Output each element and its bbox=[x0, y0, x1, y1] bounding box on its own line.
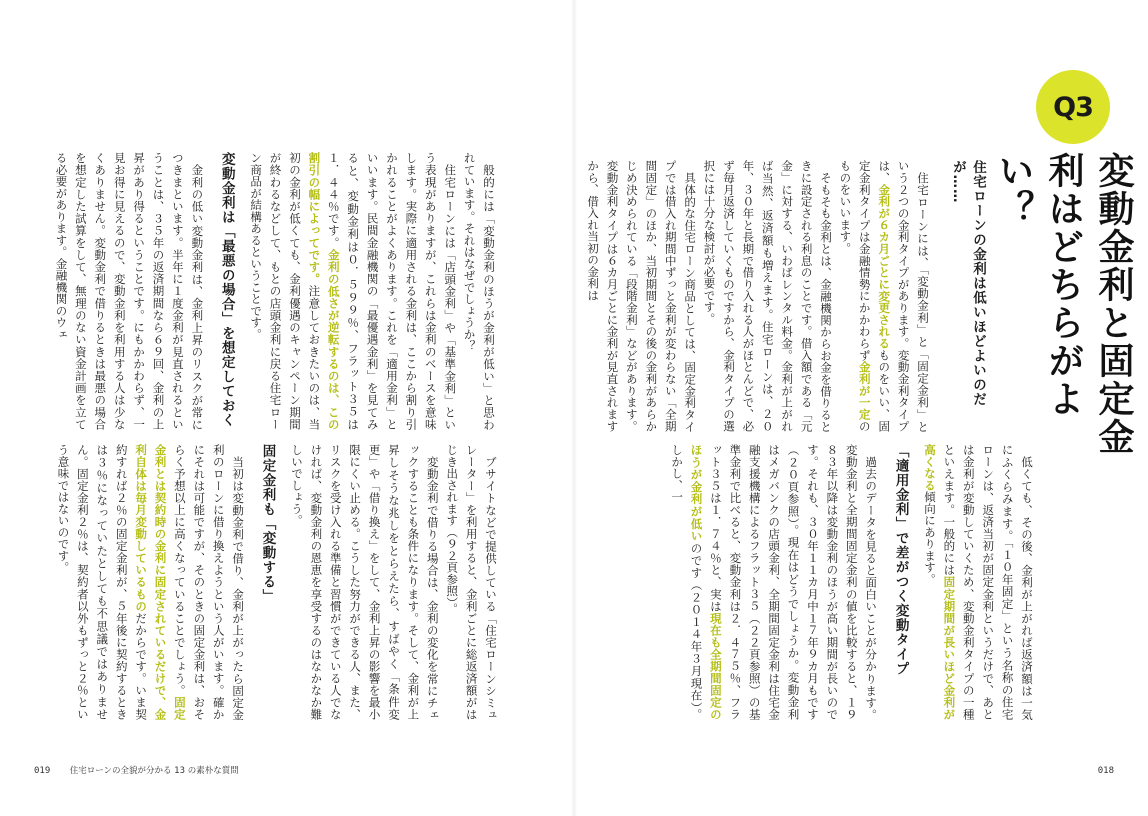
text-run: 般的には「変動金利のほうが金利が低い」と思われています。それはなぜでしょうか？ bbox=[462, 152, 496, 430]
text-run: 注意しておきたいのは、当初の金利が低くても、金利優遇のキャンペーン期間が終わるなどして、もとの店頭金利に戻る住宅ローン商品が結構あるということです。 bbox=[249, 152, 322, 431]
running-title: 住宅ローンの全貌が分かる 13 の素朴な質問 bbox=[69, 766, 239, 776]
section-heading bbox=[890, 444, 909, 720]
question-badge bbox=[1036, 70, 1110, 144]
text-run: 金利の低い変動金利は、金利上昇のリスクが常につきまといます。半年に１度金利が見直されるということは、３５年の返済期間なら６９回、金利の上昇があり得るということです。にもかかわらず、一見お得に見えるので、変動金利を利用する人は少なくありません。変動金利で借りるときは最悪の場合を想定した試算をして、無理のない資金計画を立てる必要があります。金融機関のウェ bbox=[54, 152, 205, 430]
text-run: だからです。いま契約すれば２％の固定金利が、５年後に契約するときは３％になっていたとしても不思議ではありません。固定金利２％は、契約者以外もずっと２％という意味ではないのです。 bbox=[56, 444, 149, 721]
text-run: 低くても、その後、金利が上がれば返済額は一気にふくらみます。「１０年固定」という名称の住宅ローンは、返済当初が固定金利というだけで、あとは金利が変動していくため、変動金利タイプの一種といえます。一般的には bbox=[942, 444, 1034, 720]
text-run: のものをいいます。 bbox=[838, 160, 872, 433]
page-right bbox=[574, 0, 1148, 816]
section-heading bbox=[257, 444, 276, 720]
text-run: 固定金利も「変動する」 bbox=[259, 444, 276, 604]
text-run: ものをいい、固定金利タイプは金融情勢にかかわらず bbox=[857, 160, 892, 433]
left-top-column bbox=[48, 152, 498, 430]
highlighted-text: 固定金利とは契約時の金利に固定されているだけで、金利自体は毎月変動しているもの bbox=[134, 444, 187, 721]
text-run: そもそも金利とは、金融機関からお金を借りるときに設定される利息のことです。借入額である「元金」に対する、いわばレンタル料金。金利が上がれば当然、返済額も増えます。住宅ローンは、２０年、３０年と長期で借り入れる人がほとんどで、必ず毎月返済していくものですから、金利タイプの選択には十分な検討が必要です。 bbox=[702, 160, 833, 432]
text-run: のです（２０１４年３月現在）。しかし、一 bbox=[670, 444, 704, 721]
body-paragraph bbox=[287, 444, 442, 720]
highlighted-text: 金利が６カ月ごとに変更される bbox=[877, 183, 892, 350]
right-bottom-column bbox=[652, 444, 1036, 720]
text-run: 「適用金利」で差がつく変動タイプ bbox=[892, 444, 909, 676]
left-bottom-column bbox=[56, 444, 500, 721]
section-heading bbox=[216, 152, 235, 430]
body-paragraph bbox=[51, 152, 206, 430]
highlighted-text: 金利の低さが逆転するのは、この割引の幅によってです。 bbox=[307, 152, 341, 431]
highlighted-text: 現在も全期間固定のほうが金利が低い bbox=[689, 444, 723, 721]
highlighted-text: 金利が一定 bbox=[857, 361, 872, 421]
text-run: 過去のデータを見ると面白いことが分かります。変動金利と全期間固定金利の値を比較すると、１９８３年以降は変動金利のほうが高い期間が長いのです。それも、３０年１１カ月中１７年９カ月もです（２０頁参照）。現在はどうでしょうか。変動金利はメガバンクの店頭金利、全期間固定金利は住宅金融支援機構によるフラット３５（２２頁参照）の基準金利で比べると、変動金利は２．４７５％、フラット３５は１．７４％と、実は bbox=[708, 444, 879, 720]
page-title: 変動金利と固定金利はどちらがよい？ bbox=[993, 152, 1134, 456]
text-run: 具体的な住宅ローン商品としては、固定金利タイプでは借入れ期間中ずっと金利が変わらない「全期間固定」のほか、当初期間とその後の金利があらかじめ決められている「段階金利」などがあります。変動金利タイプは６カ月ごとに金利が見直されますから、借入れ当初の金利は bbox=[586, 160, 698, 432]
page-number-right: 018 bbox=[1097, 766, 1114, 776]
body-paragraph bbox=[583, 160, 699, 432]
body-paragraph bbox=[459, 152, 498, 430]
question-badge-label: Q3 bbox=[1053, 91, 1093, 123]
text-run: 住宅ローンには、「変動金利」と「固定金利」という２つの金利タイプがあります。変動金利タイプは、 bbox=[877, 160, 930, 432]
body-paragraph bbox=[246, 152, 459, 430]
text-run: 変動金利は「最悪の場合」を想定しておく bbox=[218, 152, 235, 428]
text-run: 変動金利で借りる場合は、金利の変化を常にチェックすることも条件になります。そして、金利が上昇しそうな兆しをとらえたら、すばやく「条件変更」や「借り換え」をして、金利上昇の影響を最小限にくい止める。こうした努力ができる人、また、リスクを受け入れる準備と習慣ができている人でなければ、変動金利の恩恵を享受するのはなかなか難しいでしょう。 bbox=[289, 444, 440, 720]
body-paragraph bbox=[920, 444, 1036, 720]
right-top-column bbox=[586, 160, 932, 433]
text-run: ブサイトなどで提供している「住宅ローンシミュレーター」を利用すると、金利ごとに総返済額がはじき出されます（９２頁参照）。 bbox=[445, 444, 498, 720]
body-paragraph bbox=[699, 160, 835, 432]
footer-right bbox=[1098, 766, 1114, 776]
highlighted-text: 固定期間が長いほど金利が高くなる bbox=[922, 444, 957, 721]
text-run: 傾向にあります。 bbox=[922, 491, 937, 585]
body-paragraph bbox=[667, 444, 880, 720]
footer-left bbox=[34, 764, 239, 776]
text-run: 当初は変動金利で借り、金利が上がったら固定金利のローンに借り換えようという人がいます。確かにそれは可能ですが、そのときの固定金利は、おそらく予想以上に高くなっていることでしょう。 bbox=[172, 444, 246, 720]
body-paragraph bbox=[53, 444, 247, 720]
body-paragraph bbox=[442, 444, 500, 720]
page-number-left: 019 bbox=[34, 766, 51, 776]
text-run: 住宅ローンには「店頭金利」や「基準金利」という表現がありますが、これらは金利のベースを意味します。実際に適用される金利は、ここから割り引かれることがよくあります。これを「適用金利」といいます。民間金融機関の「最優遇金利」を見てみると、変動金利は０．５９９％、フラット３５は１．４４％です。 bbox=[326, 152, 458, 430]
body-paragraph bbox=[835, 160, 932, 432]
lead-heading: 住宅ローンの金利は低いほどよいのだが…… bbox=[950, 160, 986, 407]
